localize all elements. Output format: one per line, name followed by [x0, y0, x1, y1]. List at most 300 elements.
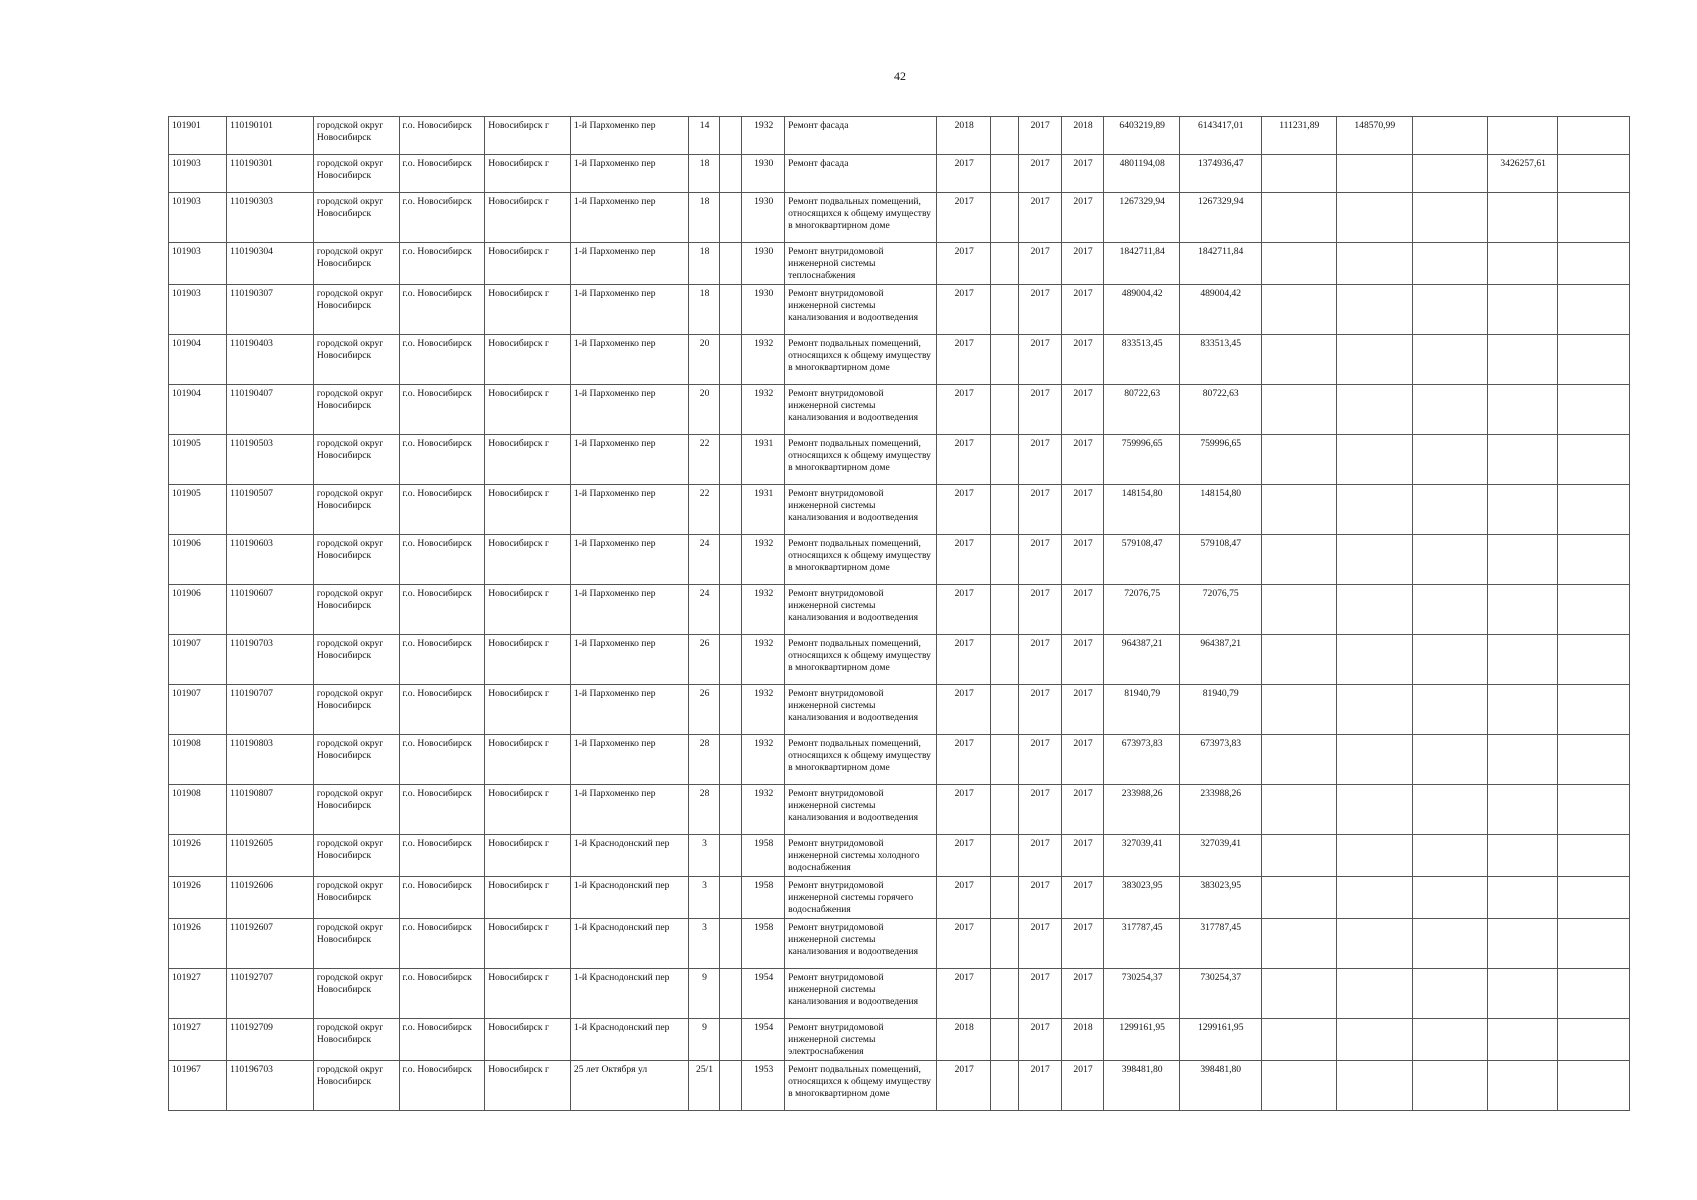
- cell-amount-1: [1261, 877, 1336, 919]
- cell-extra: [991, 485, 1019, 535]
- cell-amount-5: [1558, 635, 1630, 685]
- cell-work-code: 110192607: [227, 919, 314, 969]
- cell-housing: [719, 969, 741, 1019]
- cell-housing: [719, 877, 741, 919]
- cell-extra: [991, 385, 1019, 435]
- cell-extra: [991, 335, 1019, 385]
- cell-plan-year: 2017: [937, 335, 991, 385]
- table-row: [169, 969, 1630, 1019]
- cell-amount-5: [1558, 835, 1630, 877]
- cell-amount-3: [1412, 585, 1487, 635]
- cell-plan-year: 2017: [937, 735, 991, 785]
- cell-amount-5: [1558, 485, 1630, 535]
- cell-city: Новосибирск г: [485, 785, 571, 835]
- cell-house-number: 26: [689, 635, 720, 685]
- cell-housing: [719, 785, 741, 835]
- cell-amount-2: [1337, 1019, 1412, 1061]
- cell-amount-2: [1337, 193, 1412, 243]
- cell-end-year: 2018: [1061, 1019, 1104, 1061]
- cell-district: г.о. Новосибирск: [399, 635, 485, 685]
- cell-work-type: Ремонт внутридомовой инженерной системы канализования и водоотведения: [785, 285, 937, 335]
- cell-plan-year: 2018: [937, 1019, 991, 1061]
- cell-housing: [719, 685, 741, 735]
- cell-work-code: 110190703: [227, 635, 314, 685]
- cell-street: 1-й Пархоменко пер: [570, 285, 688, 335]
- cell-city: Новосибирск г: [485, 535, 571, 585]
- cell-work-code: 110190507: [227, 485, 314, 535]
- cell-fund-amount: 72076,75: [1179, 585, 1261, 635]
- cell-amount-3: [1412, 1019, 1487, 1061]
- cell-work-code: 110196703: [227, 1061, 314, 1111]
- cell-object-id: 101903: [169, 193, 227, 243]
- cell-end-year: 2018: [1061, 117, 1104, 155]
- cell-work-type: Ремонт внутридомовой инженерной системы канализования и водоотведения: [785, 585, 937, 635]
- cell-city: Новосибирск г: [485, 117, 571, 155]
- table-row: [169, 877, 1630, 919]
- cell-work-code: 110190607: [227, 585, 314, 635]
- cell-city: Новосибирск г: [485, 735, 571, 785]
- cell-house-number: 18: [689, 285, 720, 335]
- cell-amount-1: [1261, 835, 1336, 877]
- cell-amount-3: [1412, 635, 1487, 685]
- cell-house-number: 20: [689, 385, 720, 435]
- cell-amount-3: [1412, 117, 1487, 155]
- cell-amount-5: [1558, 969, 1630, 1019]
- cell-year-built: 1958: [742, 877, 785, 919]
- cell-work-code: 110192606: [227, 877, 314, 919]
- cell-plan-year: 2017: [937, 285, 991, 335]
- cell-housing: [719, 285, 741, 335]
- table-row: [169, 685, 1630, 735]
- cell-amount-1: [1261, 285, 1336, 335]
- cell-fund-amount: 1374936,47: [1179, 155, 1261, 193]
- cell-city: Новосибирск г: [485, 635, 571, 685]
- cell-work-code: 110190803: [227, 735, 314, 785]
- cell-work-code: 110192707: [227, 969, 314, 1019]
- cell-end-year: 2017: [1061, 735, 1104, 785]
- cell-work-code: 110190407: [227, 385, 314, 435]
- cell-plan-year: 2017: [937, 785, 991, 835]
- cell-amount-4: [1487, 785, 1557, 835]
- cell-year-built: 1930: [742, 155, 785, 193]
- cell-district: г.о. Новосибирск: [399, 1061, 485, 1111]
- cell-work-type: Ремонт внутридомовой инженерной системы горячего водоснабжения: [785, 877, 937, 919]
- cell-house-number: 20: [689, 335, 720, 385]
- cell-housing: [719, 635, 741, 685]
- cell-house-number: 22: [689, 485, 720, 535]
- cell-municipality: городской округ Новосибирск: [313, 285, 399, 335]
- cell-street: 1-й Пархоменко пер: [570, 385, 688, 435]
- cell-amount-4: [1487, 285, 1557, 335]
- cell-amount-5: [1558, 243, 1630, 285]
- cell-amount-1: [1261, 1019, 1336, 1061]
- cell-district: г.о. Новосибирск: [399, 1019, 485, 1061]
- cell-year-built: 1932: [742, 535, 785, 585]
- cell-municipality: городской округ Новосибирск: [313, 485, 399, 535]
- cell-plan-year: 2017: [937, 1061, 991, 1111]
- cell-street: 1-й Краснодонский пер: [570, 877, 688, 919]
- cell-fund-amount: 317787,45: [1179, 919, 1261, 969]
- cell-amount-5: [1558, 193, 1630, 243]
- cell-amount-2: [1337, 155, 1412, 193]
- cell-total-cost: 1299161,95: [1104, 1019, 1179, 1061]
- cell-year-built: 1931: [742, 435, 785, 485]
- cell-end-year: 2017: [1061, 155, 1104, 193]
- cell-object-id: 101926: [169, 919, 227, 969]
- cell-amount-5: [1558, 155, 1630, 193]
- cell-amount-1: [1261, 969, 1336, 1019]
- cell-municipality: городской округ Новосибирск: [313, 919, 399, 969]
- cell-amount-4: [1487, 193, 1557, 243]
- cell-fund-amount: 327039,41: [1179, 835, 1261, 877]
- cell-amount-3: [1412, 685, 1487, 735]
- cell-object-id: 101903: [169, 285, 227, 335]
- cell-amount-2: [1337, 1061, 1412, 1111]
- cell-housing: [719, 735, 741, 785]
- cell-municipality: городской округ Новосибирск: [313, 969, 399, 1019]
- cell-amount-2: [1337, 285, 1412, 335]
- cell-amount-4: [1487, 243, 1557, 285]
- cell-fund-amount: 148154,80: [1179, 485, 1261, 535]
- cell-housing: [719, 835, 741, 877]
- cell-total-cost: 759996,65: [1104, 435, 1179, 485]
- cell-year-built: 1954: [742, 1019, 785, 1061]
- cell-amount-3: [1412, 335, 1487, 385]
- cell-house-number: 25/1: [689, 1061, 720, 1111]
- cell-work-code: 110190301: [227, 155, 314, 193]
- cell-district: г.о. Новосибирск: [399, 735, 485, 785]
- cell-object-id: 101904: [169, 335, 227, 385]
- cell-plan-year: 2017: [937, 243, 991, 285]
- cell-start-year: 2017: [1018, 919, 1061, 969]
- table-row: [169, 117, 1630, 155]
- cell-street: 1-й Краснодонский пер: [570, 1019, 688, 1061]
- table-row: [169, 535, 1630, 585]
- cell-extra: [991, 685, 1019, 735]
- table-row: [169, 155, 1630, 193]
- cell-plan-year: 2017: [937, 435, 991, 485]
- cell-district: г.о. Новосибирск: [399, 117, 485, 155]
- cell-amount-2: [1337, 835, 1412, 877]
- table-row: [169, 585, 1630, 635]
- cell-amount-2: [1337, 385, 1412, 435]
- cell-fund-amount: 233988,26: [1179, 785, 1261, 835]
- cell-amount-4: [1487, 485, 1557, 535]
- cell-start-year: 2017: [1018, 1061, 1061, 1111]
- table-row: [169, 785, 1630, 835]
- cell-amount-4: [1487, 835, 1557, 877]
- cell-house-number: 9: [689, 1019, 720, 1061]
- cell-total-cost: 964387,21: [1104, 635, 1179, 685]
- cell-housing: [719, 585, 741, 635]
- cell-amount-2: [1337, 335, 1412, 385]
- cell-year-built: 1932: [742, 635, 785, 685]
- cell-amount-2: 148570,99: [1337, 117, 1412, 155]
- cell-work-code: 110190707: [227, 685, 314, 735]
- table-row: [169, 385, 1630, 435]
- cell-amount-3: [1412, 785, 1487, 835]
- cell-amount-1: [1261, 435, 1336, 485]
- cell-work-code: 110190101: [227, 117, 314, 155]
- cell-municipality: городской округ Новосибирск: [313, 1019, 399, 1061]
- cell-fund-amount: 6143417,01: [1179, 117, 1261, 155]
- cell-housing: [719, 117, 741, 155]
- cell-city: Новосибирск г: [485, 919, 571, 969]
- cell-work-type: Ремонт внутридомовой инженерной системы канализования и водоотведения: [785, 785, 937, 835]
- cell-amount-5: [1558, 1019, 1630, 1061]
- cell-amount-1: [1261, 635, 1336, 685]
- cell-municipality: городской округ Новосибирск: [313, 685, 399, 735]
- cell-street: 25 лет Октября ул: [570, 1061, 688, 1111]
- cell-amount-2: [1337, 877, 1412, 919]
- cell-start-year: 2017: [1018, 285, 1061, 335]
- cell-year-built: 1930: [742, 285, 785, 335]
- cell-district: г.о. Новосибирск: [399, 919, 485, 969]
- cell-work-type: Ремонт фасада: [785, 155, 937, 193]
- cell-street: 1-й Пархоменко пер: [570, 193, 688, 243]
- cell-work-code: 110190303: [227, 193, 314, 243]
- cell-extra: [991, 1061, 1019, 1111]
- cell-amount-1: [1261, 335, 1336, 385]
- cell-house-number: 14: [689, 117, 720, 155]
- cell-extra: [991, 193, 1019, 243]
- cell-amount-4: [1487, 335, 1557, 385]
- cell-city: Новосибирск г: [485, 243, 571, 285]
- cell-city: Новосибирск г: [485, 585, 571, 635]
- cell-start-year: 2017: [1018, 155, 1061, 193]
- cell-total-cost: 730254,37: [1104, 969, 1179, 1019]
- cell-amount-1: [1261, 155, 1336, 193]
- cell-year-built: 1932: [742, 335, 785, 385]
- cell-plan-year: 2017: [937, 485, 991, 535]
- cell-street: 1-й Пархоменко пер: [570, 243, 688, 285]
- cell-fund-amount: 81940,79: [1179, 685, 1261, 735]
- cell-object-id: 101907: [169, 635, 227, 685]
- cell-work-type: Ремонт подвальных помещений, относящихся к общему имуществу в многоквартирном доме: [785, 535, 937, 585]
- cell-city: Новосибирск г: [485, 685, 571, 735]
- cell-amount-5: [1558, 685, 1630, 735]
- cell-end-year: 2017: [1061, 1061, 1104, 1111]
- cell-district: г.о. Новосибирск: [399, 193, 485, 243]
- cell-work-type: Ремонт внутридомовой инженерной системы канализования и водоотведения: [785, 485, 937, 535]
- cell-amount-4: [1487, 117, 1557, 155]
- cell-end-year: 2017: [1061, 435, 1104, 485]
- cell-amount-4: [1487, 919, 1557, 969]
- cell-house-number: 9: [689, 969, 720, 1019]
- cell-year-built: 1954: [742, 969, 785, 1019]
- cell-total-cost: 833513,45: [1104, 335, 1179, 385]
- cell-housing: [719, 193, 741, 243]
- cell-municipality: городской округ Новосибирск: [313, 635, 399, 685]
- cell-start-year: 2017: [1018, 335, 1061, 385]
- cell-end-year: 2017: [1061, 285, 1104, 335]
- cell-extra: [991, 585, 1019, 635]
- cell-amount-2: [1337, 685, 1412, 735]
- cell-housing: [719, 1019, 741, 1061]
- cell-year-built: 1932: [742, 385, 785, 435]
- cell-district: г.о. Новосибирск: [399, 243, 485, 285]
- cell-start-year: 2017: [1018, 535, 1061, 585]
- cell-start-year: 2017: [1018, 635, 1061, 685]
- cell-street: 1-й Пархоменко пер: [570, 785, 688, 835]
- cell-amount-1: [1261, 585, 1336, 635]
- cell-municipality: городской округ Новосибирск: [313, 243, 399, 285]
- cell-work-type: Ремонт внутридомовой инженерной системы канализования и водоотведения: [785, 385, 937, 435]
- cell-fund-amount: 489004,42: [1179, 285, 1261, 335]
- cell-amount-1: [1261, 385, 1336, 435]
- cell-amount-1: [1261, 1061, 1336, 1111]
- cell-total-cost: 81940,79: [1104, 685, 1179, 735]
- cell-total-cost: 4801194,08: [1104, 155, 1179, 193]
- cell-amount-2: [1337, 585, 1412, 635]
- cell-plan-year: 2017: [937, 585, 991, 635]
- cell-amount-5: [1558, 117, 1630, 155]
- cell-amount-4: [1487, 685, 1557, 735]
- cell-work-type: Ремонт подвальных помещений, относящихся к общему имуществу в многоквартирном доме: [785, 193, 937, 243]
- cell-amount-4: [1487, 1061, 1557, 1111]
- cell-start-year: 2017: [1018, 735, 1061, 785]
- cell-fund-amount: 383023,95: [1179, 877, 1261, 919]
- cell-extra: [991, 285, 1019, 335]
- cell-start-year: 2017: [1018, 193, 1061, 243]
- cell-city: Новосибирск г: [485, 385, 571, 435]
- cell-object-id: 101903: [169, 155, 227, 193]
- cell-extra: [991, 117, 1019, 155]
- cell-extra: [991, 535, 1019, 585]
- cell-end-year: 2017: [1061, 877, 1104, 919]
- cell-total-cost: 327039,41: [1104, 835, 1179, 877]
- cell-district: г.о. Новосибирск: [399, 969, 485, 1019]
- cell-plan-year: 2017: [937, 635, 991, 685]
- table-row: [169, 435, 1630, 485]
- cell-object-id: 101907: [169, 685, 227, 735]
- cell-housing: [719, 335, 741, 385]
- cell-plan-year: 2017: [937, 193, 991, 243]
- cell-district: г.о. Новосибирск: [399, 435, 485, 485]
- cell-fund-amount: 673973,83: [1179, 735, 1261, 785]
- cell-total-cost: 1842711,84: [1104, 243, 1179, 285]
- cell-work-type: Ремонт внутридомовой инженерной системы канализования и водоотведения: [785, 919, 937, 969]
- cell-street: 1-й Пархоменко пер: [570, 635, 688, 685]
- table-row: [169, 193, 1630, 243]
- cell-city: Новосибирск г: [485, 1019, 571, 1061]
- cell-work-type: Ремонт подвальных помещений, относящихся к общему имуществу в многоквартирном доме: [785, 635, 937, 685]
- cell-district: г.о. Новосибирск: [399, 485, 485, 535]
- cell-work-type: Ремонт подвальных помещений, относящихся к общему имуществу в многоквартирном доме: [785, 335, 937, 385]
- cell-work-type: Ремонт внутридомовой инженерной системы холодного водоснабжения: [785, 835, 937, 877]
- cell-object-id: 101908: [169, 735, 227, 785]
- cell-work-type: Ремонт подвальных помещений, относящихся к общему имуществу в многоквартирном доме: [785, 435, 937, 485]
- cell-plan-year: 2017: [937, 535, 991, 585]
- cell-amount-3: [1412, 193, 1487, 243]
- cell-city: Новосибирск г: [485, 1061, 571, 1111]
- cell-start-year: 2017: [1018, 485, 1061, 535]
- cell-amount-3: [1412, 735, 1487, 785]
- cell-municipality: городской округ Новосибирск: [313, 585, 399, 635]
- capital-repair-table: [168, 116, 1630, 1111]
- cell-street: 1-й Краснодонский пер: [570, 919, 688, 969]
- cell-extra: [991, 969, 1019, 1019]
- cell-extra: [991, 155, 1019, 193]
- table-row: [169, 735, 1630, 785]
- cell-work-type: Ремонт внутридомовой инженерной системы электроснабжения: [785, 1019, 937, 1061]
- cell-house-number: 18: [689, 193, 720, 243]
- cell-total-cost: 673973,83: [1104, 735, 1179, 785]
- cell-city: Новосибирск г: [485, 969, 571, 1019]
- cell-housing: [719, 155, 741, 193]
- cell-city: Новосибирск г: [485, 877, 571, 919]
- cell-city: Новосибирск г: [485, 835, 571, 877]
- cell-year-built: 1932: [742, 685, 785, 735]
- cell-house-number: 18: [689, 155, 720, 193]
- cell-municipality: городской округ Новосибирск: [313, 335, 399, 385]
- cell-work-code: 110190603: [227, 535, 314, 585]
- cell-end-year: 2017: [1061, 835, 1104, 877]
- cell-street: 1-й Пархоменко пер: [570, 435, 688, 485]
- cell-amount-3: [1412, 535, 1487, 585]
- table-row: [169, 835, 1630, 877]
- cell-start-year: 2017: [1018, 785, 1061, 835]
- cell-end-year: 2017: [1061, 335, 1104, 385]
- table-row: [169, 635, 1630, 685]
- cell-start-year: 2017: [1018, 243, 1061, 285]
- cell-end-year: 2017: [1061, 785, 1104, 835]
- cell-street: 1-й Краснодонский пер: [570, 835, 688, 877]
- cell-amount-1: [1261, 243, 1336, 285]
- cell-amount-2: [1337, 435, 1412, 485]
- cell-amount-4: [1487, 1019, 1557, 1061]
- cell-year-built: 1932: [742, 117, 785, 155]
- cell-total-cost: 72076,75: [1104, 585, 1179, 635]
- cell-extra: [991, 1019, 1019, 1061]
- cell-city: Новосибирск г: [485, 335, 571, 385]
- cell-work-code: 110190403: [227, 335, 314, 385]
- cell-extra: [991, 835, 1019, 877]
- cell-object-id: 101908: [169, 785, 227, 835]
- cell-municipality: городской округ Новосибирск: [313, 535, 399, 585]
- cell-housing: [719, 435, 741, 485]
- cell-work-code: 110192709: [227, 1019, 314, 1061]
- table-row: [169, 335, 1630, 385]
- cell-amount-4: [1487, 435, 1557, 485]
- cell-amount-5: [1558, 585, 1630, 635]
- table-row: [169, 919, 1630, 969]
- cell-work-code: 110190307: [227, 285, 314, 335]
- cell-start-year: 2017: [1018, 435, 1061, 485]
- cell-amount-2: [1337, 485, 1412, 535]
- cell-municipality: городской округ Новосибирск: [313, 877, 399, 919]
- cell-amount-5: [1558, 1061, 1630, 1111]
- cell-total-cost: 383023,95: [1104, 877, 1179, 919]
- cell-amount-3: [1412, 243, 1487, 285]
- cell-street: 1-й Пархоменко пер: [570, 735, 688, 785]
- cell-plan-year: 2017: [937, 877, 991, 919]
- cell-street: 1-й Пархоменко пер: [570, 535, 688, 585]
- cell-plan-year: 2017: [937, 155, 991, 193]
- cell-district: г.о. Новосибирск: [399, 685, 485, 735]
- cell-amount-5: [1558, 435, 1630, 485]
- cell-municipality: городской округ Новосибирск: [313, 785, 399, 835]
- cell-house-number: 28: [689, 735, 720, 785]
- cell-amount-2: [1337, 243, 1412, 285]
- cell-extra: [991, 785, 1019, 835]
- cell-end-year: 2017: [1061, 635, 1104, 685]
- cell-year-built: 1931: [742, 485, 785, 535]
- cell-municipality: городской округ Новосибирск: [313, 193, 399, 243]
- cell-street: 1-й Пархоменко пер: [570, 335, 688, 385]
- cell-house-number: 3: [689, 877, 720, 919]
- cell-amount-3: [1412, 155, 1487, 193]
